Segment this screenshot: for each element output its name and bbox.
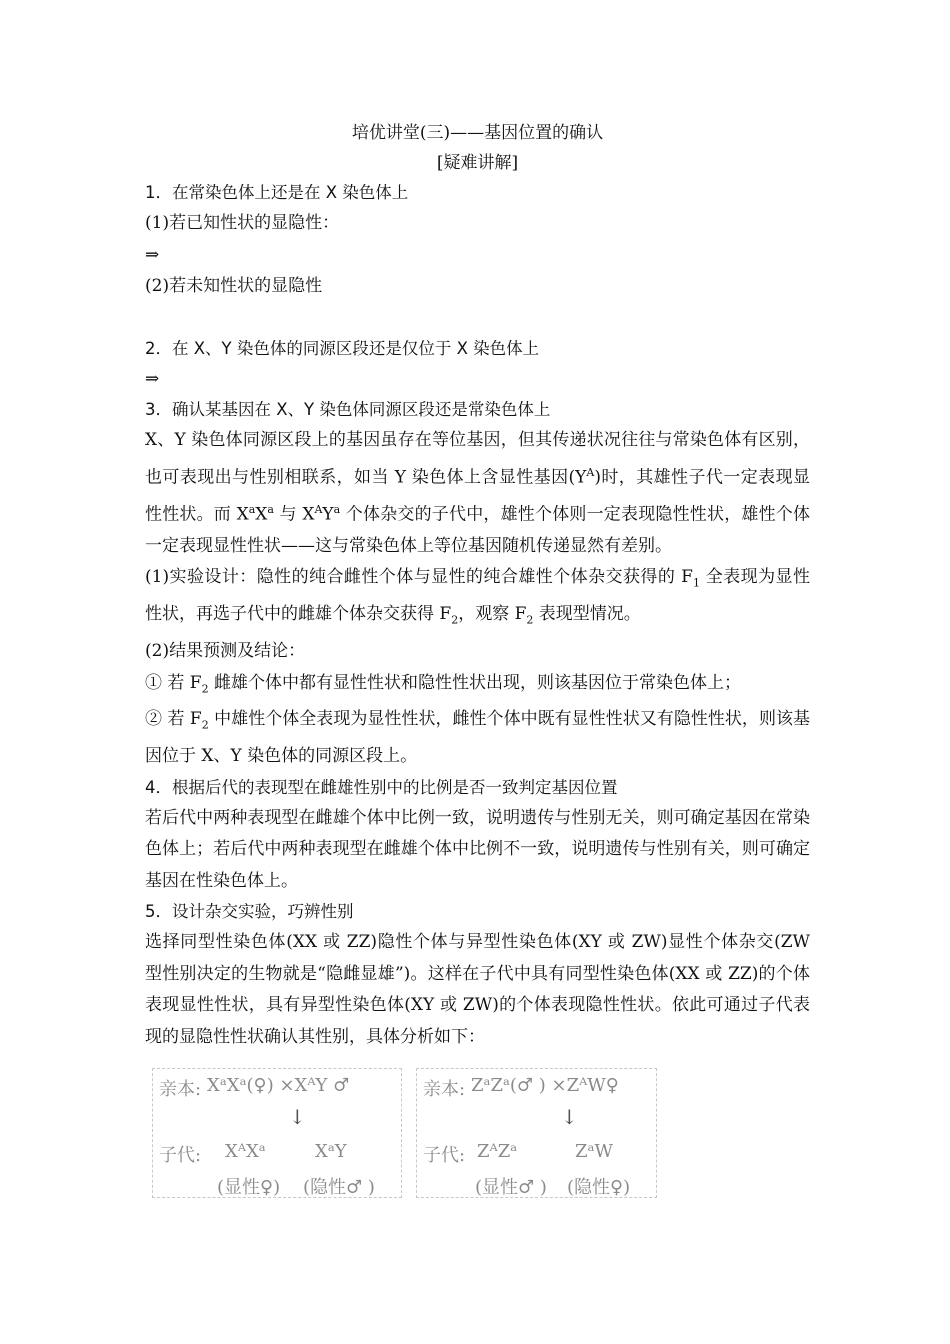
section-5-paragraph: 选择同型性染色体(XX 或 ZZ)隐性个体与异型性染色体(XY 或 ZW)显性个体杂交(ZW 型性别决定的生物就是“隐雌显雄”)。这样在子代中具有同型性染色体(XX 或 ZZ)的个体表现显性性状，具有异型性染色体(XY 或 ZW)的个体表现隐性性状。依此可通过子代表现的显隐性性状确认其性别，具体分析如下： bbox=[145, 932, 810, 1047]
experiment-design: (1)实验设计：隐性的纯合雌性个体与显性的纯合雄性个体杂交获得的 $F_1$ 全表现为显性性状，再选子代中的雌雄个体杂交获得 $F_2$，观察 $F_2$ 表现型情况。 bbox=[145, 567, 811, 627]
cross-arrow-icon: ↓ bbox=[289, 1105, 306, 1129]
zw-cross-box bbox=[416, 1068, 657, 1198]
section-1-line-2: (2)若未知性状的显隐性 bbox=[145, 276, 323, 296]
parent-cross: ZᵃZᵃ(♂ ) ×ZᴬW♀ bbox=[471, 1075, 619, 1096]
child-genotype-1: ZᴬZᵃ bbox=[477, 1141, 518, 1162]
section-5-heading: 5．设计杂交实验，巧辨性别 bbox=[145, 902, 354, 922]
section-3-paragraph: X、Y 染色体同源区段上的基因虽存在等位基因，但其传递状况往往与常染色体有区别，也可表现出与性别相联系，如当 Y 染色体上含显性基因$(Y^A)$时，其雄性子代一定表现显性性状。而 $X^aX^a$ 与 $X^AY^a$ 个体杂交的子代中，雄性个体则一定表现隐性性状，雄性个体一定表现显性性状——这与常染色体上等位基因随机传递显然有差别。 bbox=[145, 430, 810, 556]
child-label: 子代: bbox=[423, 1145, 466, 1166]
cross-arrow-icon: ↓ bbox=[561, 1105, 578, 1129]
parent-label: 亲本: bbox=[423, 1079, 466, 1100]
section-1-arrow: ⇒ bbox=[145, 244, 160, 265]
page-title: 培优讲堂(三)——基因位置的确认 bbox=[351, 123, 604, 143]
page-subtitle: [疑难讲解] bbox=[436, 153, 519, 173]
child-label: 子代: bbox=[159, 1145, 202, 1166]
section-4-heading: 4．根据后代的表现型在雌雄性别中的比例是否一致判定基因位置 bbox=[145, 777, 618, 797]
child-phenotype-1: (显性♂ ) bbox=[475, 1177, 547, 1198]
child-phenotype-2: (隐性♀) bbox=[567, 1177, 631, 1198]
section-4-paragraph: 若后代中两种表现型在雌雄个体中比例一致，说明遗传与性别无关，则可确定基因在常染色体上；若后代中两种表现型在雌雄个体中比例不一致，说明遗传与性别有关，则可确定基因在性染色体上。 bbox=[145, 807, 810, 891]
result-heading: (2)结果预测及结论： bbox=[145, 641, 306, 662]
section-1-heading: 1．在常染色体上还是在 X 染色体上 bbox=[145, 183, 409, 202]
result-2: ② 若 $F_2$ 中雄性个体全表现为显性性状，雌性个体中既有显性性状又有隐性性状，则该基因位于 X、Y 染色体的同源区段上。 bbox=[145, 709, 811, 767]
child-genotype-1: XᴬXᵃ bbox=[225, 1141, 266, 1162]
section-3-heading: 3．确认某基因在 X、Y 染色体同源区段还是常染色体上 bbox=[145, 400, 551, 419]
child-genotype-2: ZᵃW bbox=[575, 1141, 613, 1162]
cross-diagrams bbox=[152, 1068, 657, 1200]
child-phenotype-2: (隐性♂ ) bbox=[303, 1177, 375, 1198]
child-genotype-2: XᵃY bbox=[315, 1141, 347, 1162]
section-1-line-1: (1)若已知性状的显隐性： bbox=[145, 213, 340, 233]
spacer bbox=[145, 303, 810, 334]
result-1: ① 若 $F_2$ 雌雄个体中都有显性性状和隐性性状出现，则该基因位于常染色体上； bbox=[145, 672, 742, 695]
section-2-heading: 2．在 X、Y 染色体的同源区段还是仅位于 X 染色体上 bbox=[145, 338, 540, 358]
section-2-arrow: ⇒ bbox=[145, 368, 160, 389]
xy-cross-box bbox=[152, 1068, 402, 1198]
parent-cross: XᵃXᵃ(♀) ×XᴬY ♂ bbox=[207, 1075, 350, 1096]
child-phenotype-1: (显性♀) bbox=[217, 1177, 281, 1198]
parent-label: 亲本: bbox=[159, 1079, 202, 1100]
document-page bbox=[145, 118, 810, 1053]
